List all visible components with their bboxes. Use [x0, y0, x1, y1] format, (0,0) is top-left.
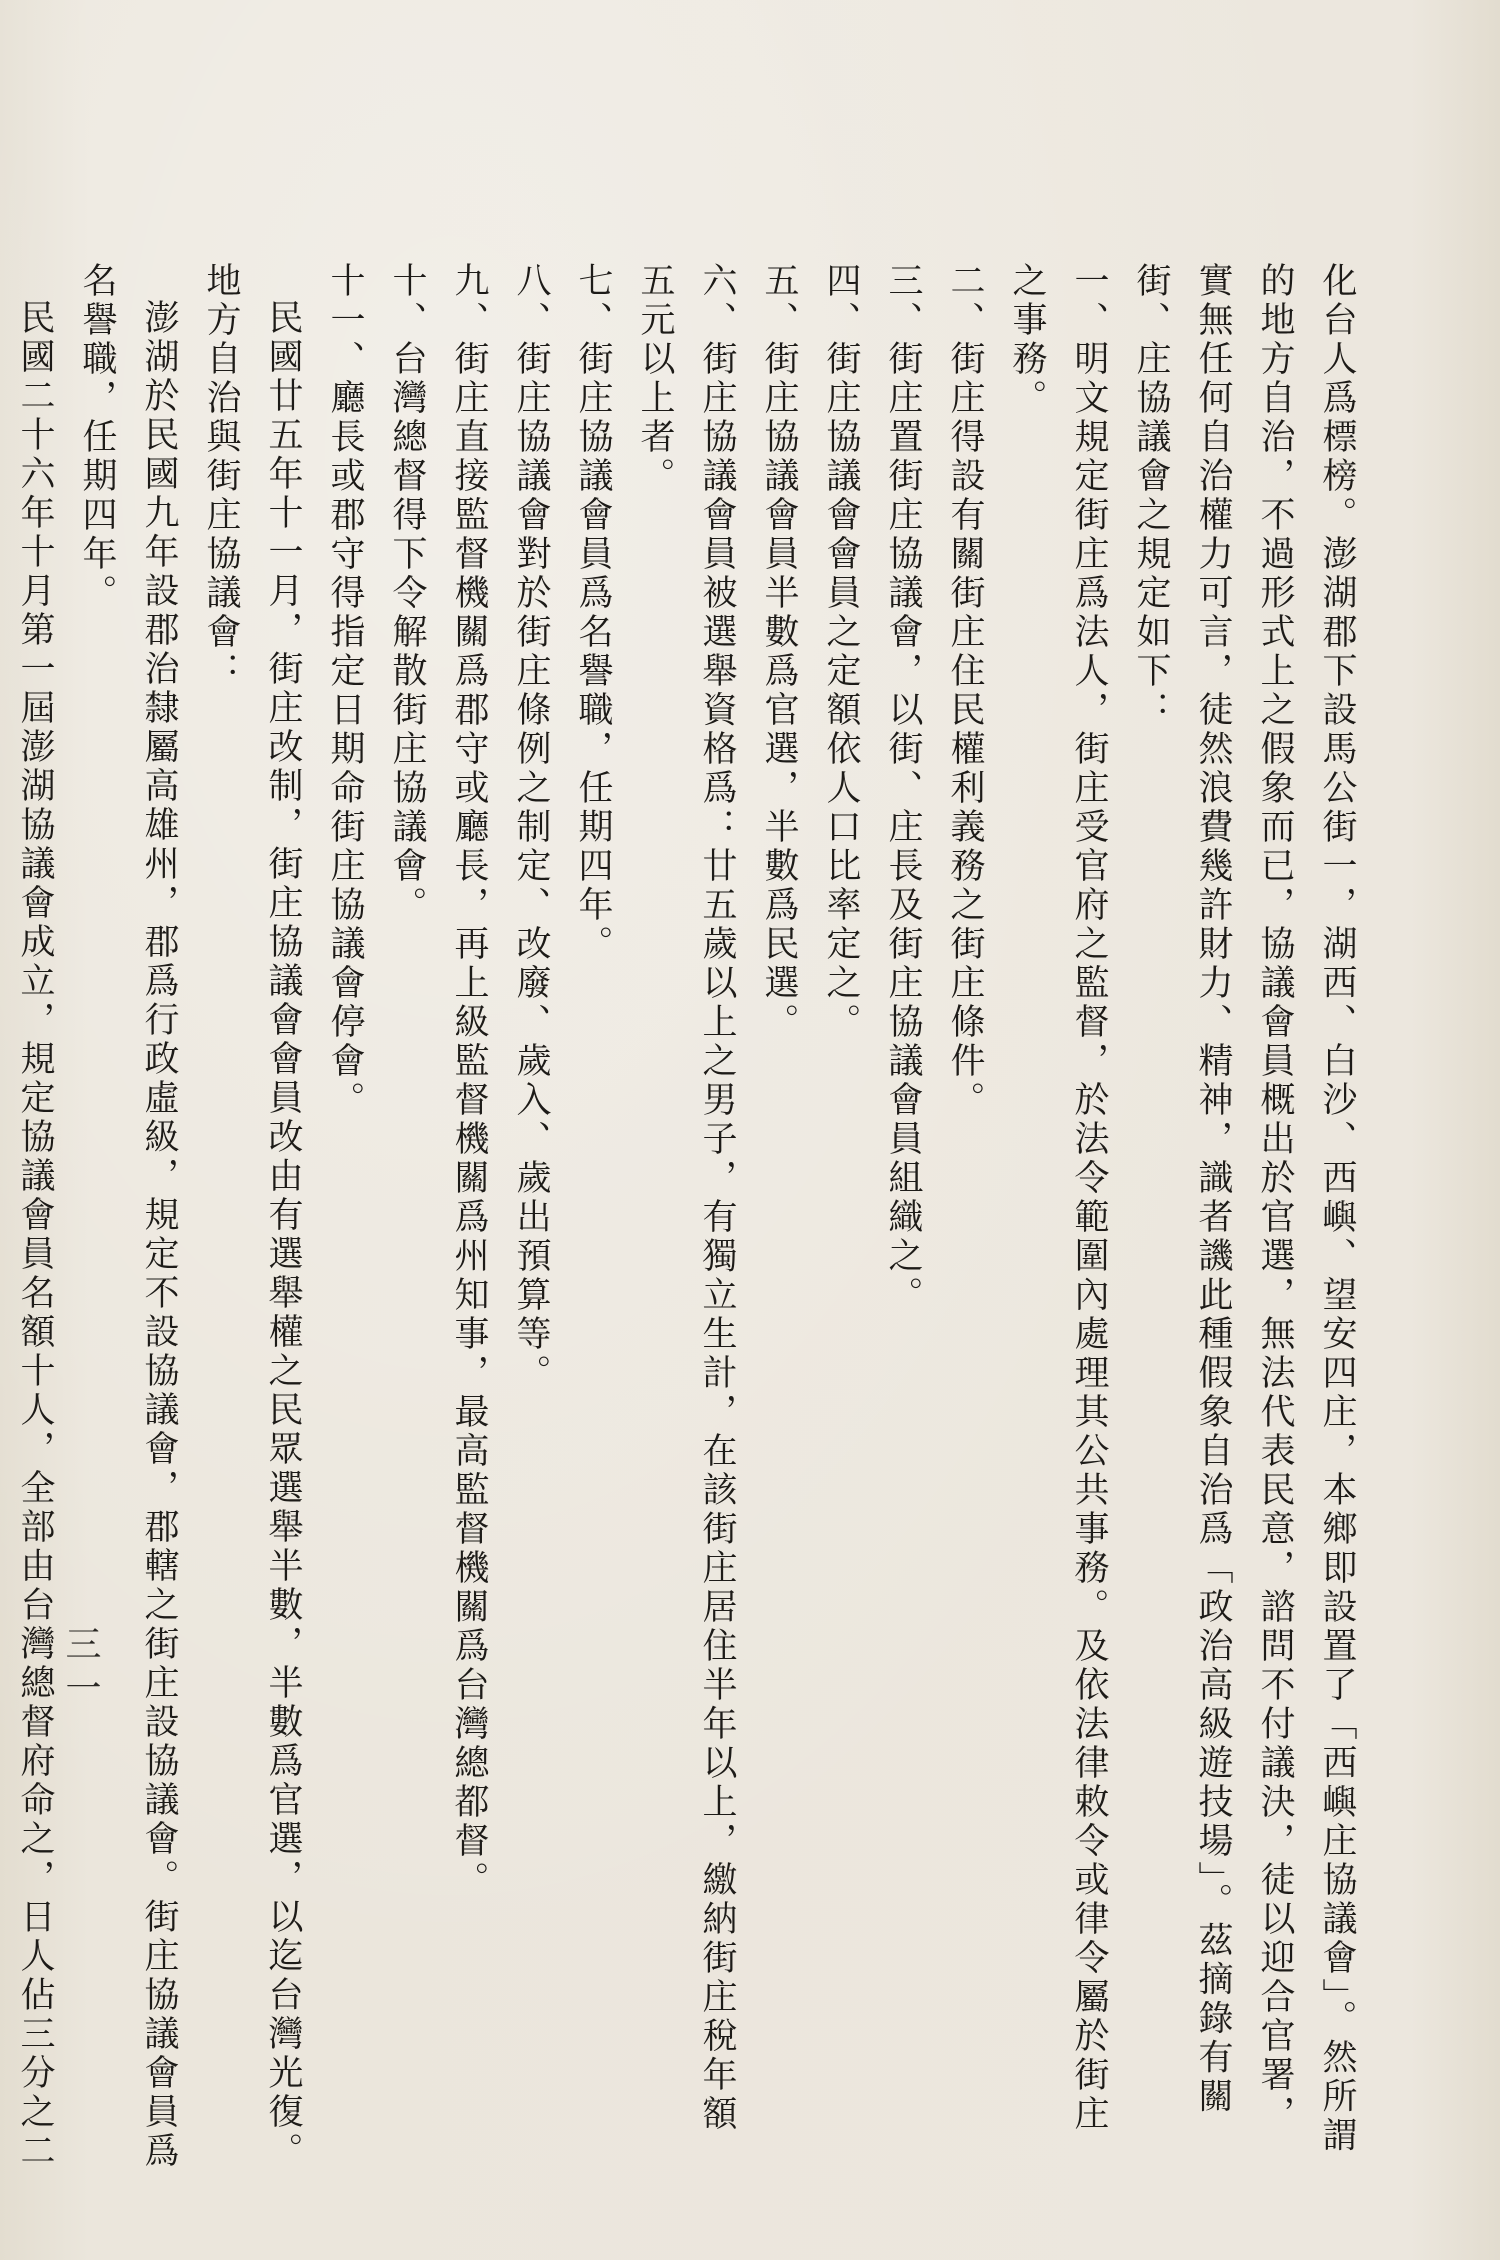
list-item: 七、街庄協議會員爲名譽職，任期四年。: [573, 262, 613, 964]
paragraph: 民國二十六年十月第一屆澎湖協議會成立，規定協議會員名額十人，全部由台灣總督府命之，日人佔三分之二: [15, 298, 55, 2171]
list-item: 二、街庄得設有關街庄住民權利義務之街庄條件。: [945, 262, 985, 1120]
list-item: 九、街庄直接監督機關爲郡守或廳長，再上級監督機關爲州知事，最高監督機關爲台灣總都督。: [449, 262, 489, 1900]
list-item: 八、街庄協議會對於街庄條例之制定、改廢、歲入、歲出預算等。: [511, 262, 551, 1393]
list-item: 一、明文規定街庄爲法人，街庄受官府之監督，於法令範圍內處理其公共事務。及依法律敕令或律令屬於街庄之事務。: [1007, 262, 1109, 2134]
list-item: 五、街庄協議會員半數爲官選，半數爲民選。: [759, 262, 799, 1042]
section-heading: 地方自治與街庄協議會：: [201, 262, 241, 691]
paragraph: 化台人爲標榜。澎湖郡下設馬公街一，湖西、白沙、西嶼、望安四庄，本鄉即設置了「西嶼庄協議會」。然所謂的地方自治，不過形式上之假象而已，協議會員概出於官選，無法代表民意，諮問不付議決，徒以迎合官署，實無任何自治權力可言，徒然浪費幾許財力、精神，識者譏此種假象自治爲「政治高級遊技場」。茲摘錄有關街、庄協議會之規定如下：: [1131, 262, 1357, 2156]
paragraph: 澎湖於民國九年設郡治隸屬高雄州，郡爲行政虛級，規定不設協議會，郡轄之街庄設協議會。街庄協議會員爲名譽職，任期四年。: [77, 262, 179, 2171]
list-item: 六、街庄協議會員被選舉資格爲：廿五歲以上之男子，有獨立生計，在該街庄居住半年以上，繳納街庄稅年額五元以上者。: [635, 262, 737, 2134]
page-number: 三一: [60, 1625, 101, 1713]
list-item: 十、台灣總督得下令解散街庄協議會。: [387, 262, 427, 925]
paragraph: 民國廿五年十一月，街庄改制，街庄協議會會員改由有選舉權之民眾選舉半數，半數爲官選，以迄台灣光復。: [263, 298, 303, 2171]
list-item: 十一、廳長或郡守得指定日期命街庄協議會停會。: [325, 262, 365, 1120]
list-item: 四、街庄協議會會員之定額依人口比率定之。: [821, 262, 861, 1042]
list-item: 三、街庄置街庄協議會，以街、庄長及街庄協議會員組織之。: [883, 262, 923, 1315]
